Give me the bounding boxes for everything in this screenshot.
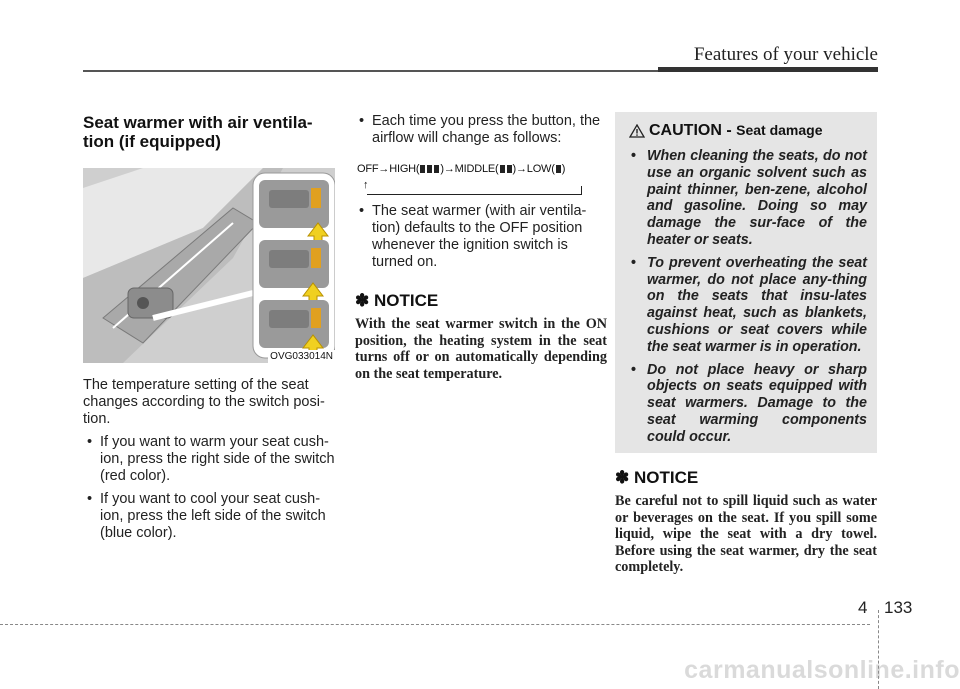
list-item bbox=[355, 203, 607, 271]
bullet-icon: • bbox=[359, 113, 365, 129]
list-item-text: If you want to warm your seat cush-ion, press the right side of the switch (red color). bbox=[100, 434, 335, 484]
notice-title: ✽ NOTICE bbox=[615, 468, 699, 487]
list-item-text: When cleaning the seats, do not use an organic solvent such as paint thinner, ben-zene, alcohol and gasoline. Doing so may damage the sur-face of the heater or seats. bbox=[647, 148, 867, 248]
list-item bbox=[627, 148, 867, 249]
airflow-sequence bbox=[355, 157, 607, 199]
list-item-text: The seat warmer (with air ventila-tion) defaults to the OFF position whenever the ignition switch is turned on. bbox=[372, 203, 587, 270]
footer-rule bbox=[0, 624, 870, 625]
list-item bbox=[627, 255, 867, 356]
page-number: 133 bbox=[884, 598, 913, 617]
running-header: Features of your vehicle bbox=[693, 44, 878, 65]
bullet-icon: • bbox=[87, 491, 93, 507]
notice-body: With the seat warmer switch in the ON position, the heating system in the seat turns off or on automatically depending on the seat temperature. bbox=[355, 316, 607, 382]
airflow-sequence-text: OFF→HIGH( )→MIDDLE( )→LOW( ) bbox=[357, 163, 566, 175]
middle-column bbox=[355, 113, 607, 382]
bullet-icon: • bbox=[359, 203, 365, 219]
list-item bbox=[83, 491, 335, 542]
seat-console-illustration bbox=[83, 168, 335, 363]
list-item bbox=[83, 434, 335, 485]
bullet-icon: • bbox=[631, 254, 637, 271]
intro-paragraph: The temperature setting of the seat changes according to the switch posi-tion. bbox=[83, 377, 325, 427]
left-column bbox=[83, 113, 335, 542]
notice-section bbox=[615, 468, 877, 576]
section-title: Seat warmer with air ventila- tion (if equipped) bbox=[83, 113, 313, 151]
chapter-number: 4 bbox=[858, 598, 868, 617]
up-arrow-icon: ↑ bbox=[363, 179, 369, 191]
watermark: carmanualsonline.info bbox=[684, 656, 960, 684]
header-rule-accent bbox=[658, 67, 878, 72]
list-item bbox=[355, 113, 607, 147]
caution-subtitle: Seat damage bbox=[736, 122, 823, 138]
bullet-icon: • bbox=[631, 361, 637, 378]
caution-heading bbox=[627, 122, 867, 142]
caution-label: CAUTION - bbox=[649, 122, 737, 139]
caution-box bbox=[615, 112, 877, 453]
notice-body: Be careful not to spill liquid such as water or beverages on the seat. If you spill some liquid, wipe the seat with a dry towel. Before using the seat warmer, dry the seat completely. bbox=[615, 493, 877, 575]
notice-title: ✽ NOTICE bbox=[355, 291, 439, 310]
list-item-text: To prevent overheating the seat warmer, do not place any-thing on the seats that insu-lates against heat, such as blankets, cushions or seat covers while the seat warmer is in operation. bbox=[647, 254, 867, 355]
cycle-return-line bbox=[367, 186, 582, 195]
list-item bbox=[627, 362, 867, 446]
warning-triangle-icon bbox=[629, 124, 645, 138]
seat-switch-figure bbox=[83, 168, 335, 363]
list-item-text: Each time you press the button, the airflow will change as follows: bbox=[372, 113, 601, 146]
list-item-text: Do not place heavy or sharp objects on seats equipped with seat warmers. Damage to the seat warming components could occur. bbox=[647, 361, 867, 445]
flow-middle: MIDDLE( bbox=[454, 163, 499, 175]
bullet-icon: • bbox=[87, 434, 93, 450]
list-item-text: If you want to cool your seat cush-ion, press the left side of the switch (blue color). bbox=[100, 491, 326, 541]
bullet-icon: • bbox=[631, 148, 637, 164]
flow-off: OFF bbox=[357, 163, 379, 175]
flow-arrow: → bbox=[378, 163, 390, 175]
flow-low: LOW( bbox=[526, 163, 555, 175]
figure-code: OVG033014N bbox=[270, 351, 333, 362]
flow-high: HIGH( bbox=[389, 163, 420, 175]
